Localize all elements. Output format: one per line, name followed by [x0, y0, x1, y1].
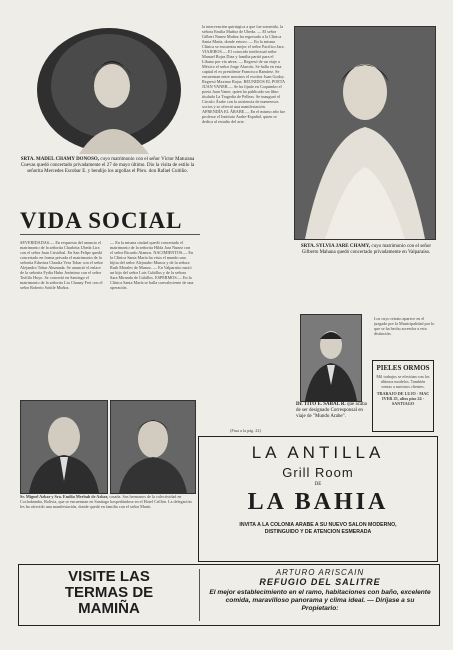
right-caption: [296, 244, 436, 256]
portrait-image: [34, 26, 184, 154]
caption-name: SRTA. MADEL CHAMY DONOSO,: [20, 157, 99, 162]
top-left-caption: [20, 157, 195, 175]
termas-left: [25, 569, 193, 617]
portrait-image-4: [21, 401, 107, 493]
column-2-text: — En la misma ciudad quedó concertado el matrimonio de la señorita Hilda Jara Nunez con el señor Ricardo Alamos. NACIMIENTOS.— En la Clínica Santa María ha visto el mundo una hijita del señor Alejandro Munoz y de la señora Ruth Morales de Munoz. — En Valparaíso nació un hijo del señor Luis Cubillos y de la señora Sara Miranda de Cubillos. ESPERMOS.— En la Clínica Santa María se halla convaleciente de una operación.: [110, 240, 194, 290]
portrait-sylvia-jare: [294, 26, 436, 240]
right-col-text: Los cuyo retrato aparece en el juzgado por la Municipalidad por lo que se ha hecho acreedor a esta distinción.: [374, 316, 435, 336]
heading-rule: [20, 234, 200, 235]
antilla-line-5: INVITA A LA COLONIA ARABE A SU NUEVO SALON MODERNO, DISTINGUIDO Y DE ATENCION ESMERADA: [239, 522, 397, 535]
termas-left-2: TERMAS DE: [64, 584, 154, 601]
vida-social-title: VIDA SOCIAL: [20, 208, 183, 233]
termas-right-3: El mejor establecimiento en el ramo, habitaciones con baño, excelente comida, maravilloso panorama y clima ideal. — Diríjase a su Propietario:: [209, 589, 431, 612]
pieles-title: PIELES ORMOS: [376, 364, 430, 372]
column-1-text: SEVERIDADAS.— En respuesta del anuncio el matrimonio de la señorita Charlotta Ubeda Lira con el señor Juan Cristóbal. En San Felipe quedó concertado en forma privada el matrimonio de la señorita Eduvina Claudia Vera Tobar con el señor Alejandro Tobar Ahumada. Se anunció el enlace de la señorita Fydia Hubo Jerónimo con el señor Teófilo Hoyo. Se concertó en Santiago el matrimonio de la señorita Liu Chanay Frei con el señor Roberto Sottile Muñoz.: [20, 240, 103, 290]
antilla-line-4: LA BAHIA: [247, 489, 389, 515]
la-antilla-ad: [198, 436, 438, 562]
pieles-body: Mil trabajos se efectúan con los últimos modelos. También ventas a nuestros clientes.: [376, 374, 430, 389]
termas-right-2: REFUGIO DEL SALITRE: [259, 577, 381, 587]
mid-caption-name: Dr. TITO E. SABAL R.: [296, 402, 346, 407]
portrait-madel-chamy: [34, 26, 184, 154]
mid-caption: [296, 402, 368, 420]
portrait-image-3: [301, 315, 361, 401]
bottom-caption-text: casada. Sus hermanos de la colectividad en Cochabamba, Bolivia, que se encuentran en Santiago hospedándose en el Hotel Crillón. La delegación les ha ofrecido una manifestación, donde quedó en familia con el señor Marín.: [20, 494, 192, 509]
bottom-caption: [20, 494, 194, 554]
column-3-text: la intervención quirúrgica a que fue sometido, la señora Emilia Muñoz de Ubeda. — El señor Gilbert Nunez Muñoz ha regresado a la Clínica Santa María, donde estuvo. — En la misma Clínica se encuentra mejor el señor Pacifico Jara. VIAJEROS.— El conocido intelectual señor Manuel Rojas Diaz y familia partió para el Líbano por vía aérea. — Regresó de un viaje a México el señor Jorge Alarcón. Se halla en esta capital el ex presidente Francisco Ramírez. Se encuentran entre nosotros el escritor Juan Godoy. Regresó Maximo Rojas. REUNIDOS EL POETA JUAN VANER.— Se ha fijado en Coquimbo el poeta Juan Vaner, quien ha publicado un libro titulado La Tragedia de Pelleas. Se inauguró el Circulo Árabe con la asistencia de numerosos socios y se ofreció una manifestación. APRENDÍA EL ÁRABE.— En el mismo año fue profesor el Instituto Arabe-Español, quien se dedica al estudio del arte.: [202, 24, 286, 124]
pieles-extra: TRABAJO DE LUJO · MAC IVER 25, altos piso 24 · SANTIAGO: [376, 391, 430, 406]
antilla-line-2: Grill Room: [282, 465, 354, 480]
right-caption-name: SRTA. SYLVIA JARE CHAMY,: [300, 244, 371, 249]
caption-text: cuyo matrimonio con el señor Víctor Maturana Cuevas quedó concertado privadamente el 27 de mayo último. Dio la visita de estilo la señorita Mercedes Escobar E. y bendijo los argollas el Pbro. don Rafael Cuitiño.: [20, 157, 195, 174]
column-3-note: (Pasa a la pág. 22): [230, 428, 261, 433]
termas-right: [207, 568, 433, 613]
portrait-tito-sabal: [300, 314, 362, 402]
termas-divider: [199, 569, 200, 621]
portrait-miguel-azbar: [20, 400, 108, 494]
antilla-line-1: LA ANTILLA: [251, 443, 385, 462]
portrait-emilia-azbar: [110, 400, 196, 494]
vida-social-heading: [20, 208, 200, 236]
right-caption-text: cuyo matrimonio con el señor Gilberto Mahana quedó concertado privadamente en Valparaíso.: [301, 244, 432, 255]
termas-left-1: VISITE LAS: [68, 568, 150, 585]
termas-mamina-ad: [18, 564, 440, 626]
portrait-image-5: [111, 401, 195, 493]
termas-left-3: MAMIÑA: [78, 600, 140, 617]
mid-caption-text: que acaba de ser designado Corresponsal en viaje de "Mundo Arabe".: [296, 402, 367, 419]
termas-right-1: ARTURO ARISCAIN: [275, 568, 365, 577]
pieles-ormos-ad: [372, 360, 434, 432]
antilla-line-3: DE: [314, 482, 322, 487]
portrait-image-2: [295, 27, 435, 239]
bottom-caption-name: Sr. Miguel Azbar y Sra. Emilia Merhab de Azbar,: [20, 494, 109, 499]
